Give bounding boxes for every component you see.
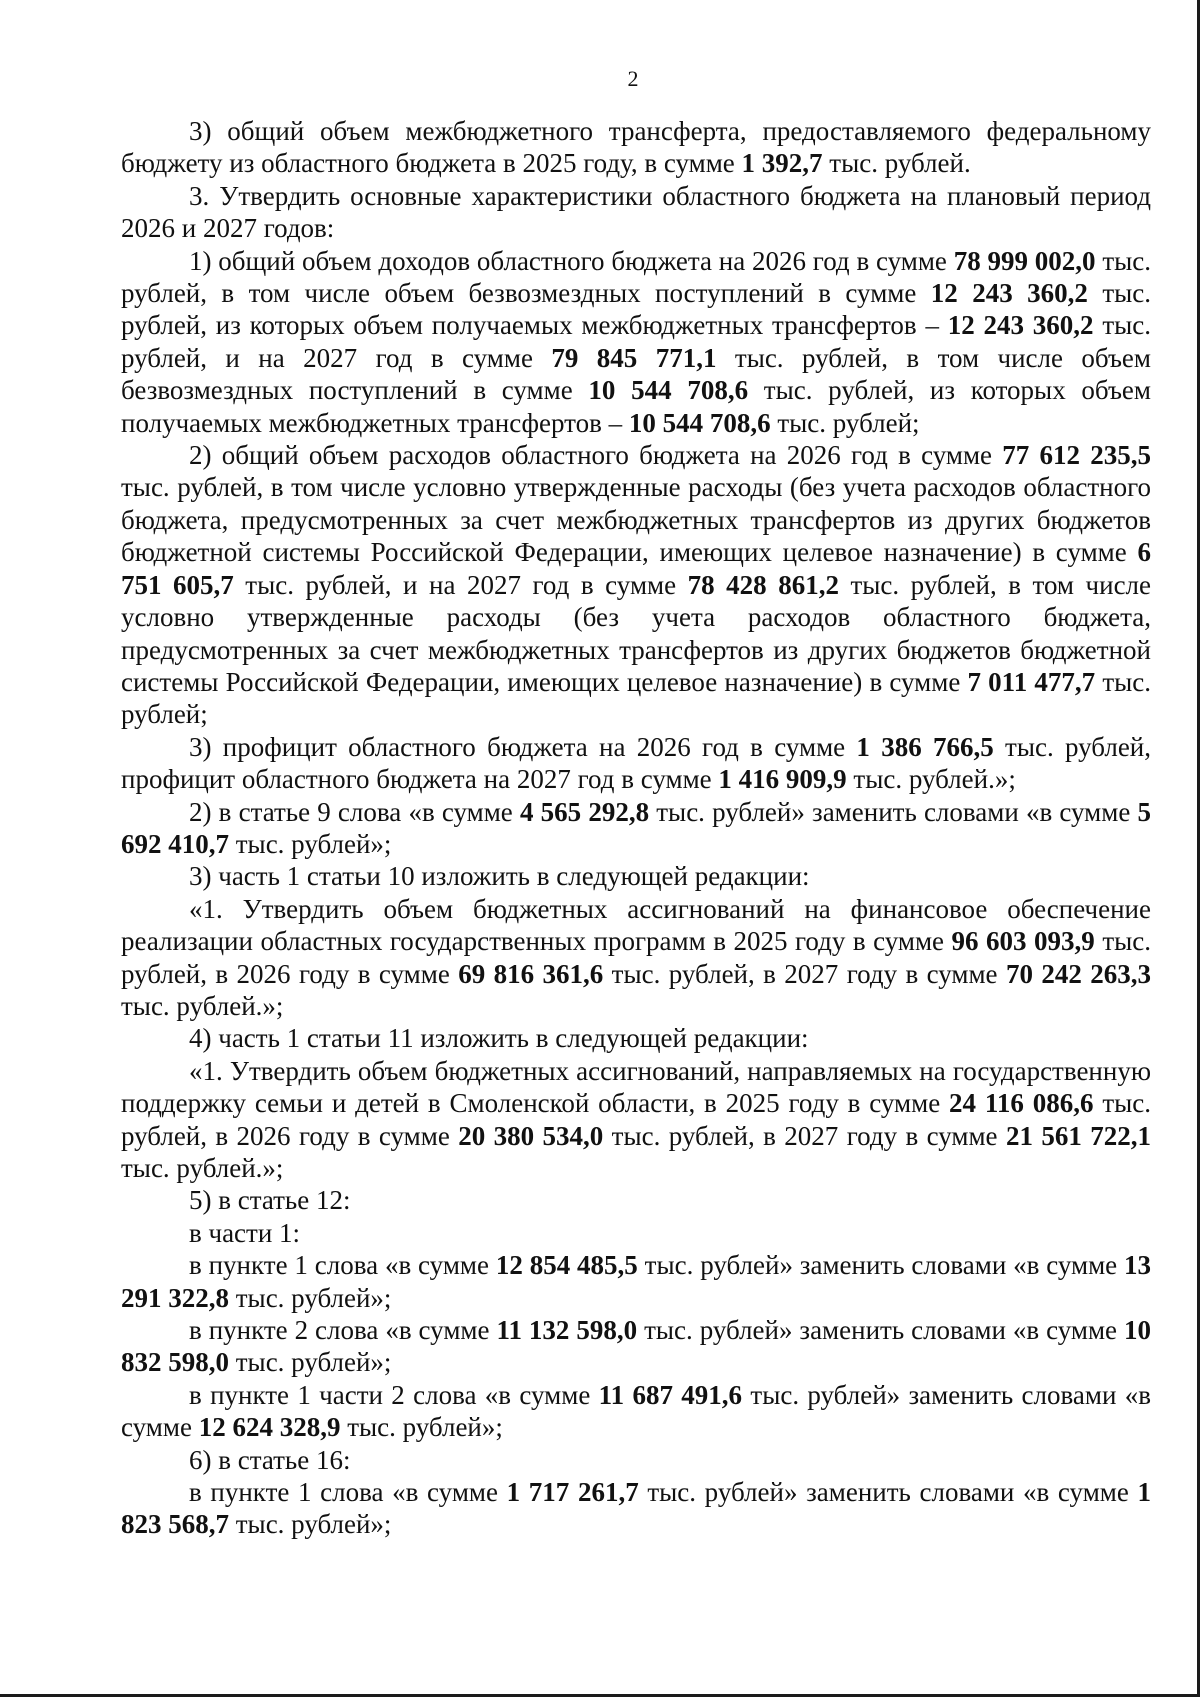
text-segment: тыс. рублей.: [822, 148, 971, 179]
text-segment: тыс. рублей, в 2026 году в сумме: [121, 1088, 1151, 1151]
document-body: [121, 115, 1151, 1541]
amount-value: 11 132 598,0: [496, 1315, 638, 1346]
paragraph: [121, 731, 1151, 796]
paragraph: [121, 1314, 1151, 1379]
amount-value: 10 544 708,6: [588, 375, 749, 406]
amount-value: 79 845 771,1: [551, 342, 717, 373]
text-segment: тыс. рублей, в 2027 году в сумме: [603, 958, 1006, 989]
paragraph: [121, 1444, 1151, 1476]
text-segment: тыс. рублей, из которых объем получаемых межбюджетных трансфертов –: [121, 278, 1151, 341]
text-segment: тыс. рублей, в 2027 году в сумме: [603, 1120, 1006, 1151]
amount-value: 12 243 360,2: [947, 310, 1094, 341]
text-segment: тыс. рублей, в 2026 году в сумме: [121, 926, 1151, 989]
amount-value: 21 561 722,1: [1005, 1120, 1152, 1151]
paragraph: [121, 860, 1151, 892]
text-segment: тыс. рублей.»;: [121, 1153, 284, 1183]
text-segment: в пункте 1 части 2 слова «в сумме: [189, 1379, 599, 1410]
amount-value: 6 751 605,7: [121, 537, 1151, 600]
amount-value: 70 242 263,3: [1005, 958, 1152, 989]
text-segment: тыс. рублей»;: [229, 1347, 392, 1378]
text-segment: тыс. рублей.»;: [121, 990, 284, 1021]
paragraph: [121, 245, 1151, 439]
text-segment: тыс. рублей, в том числе объем безвозмездных поступлений в сумме: [121, 342, 1152, 406]
amount-value: 5 692 410,7: [121, 796, 1152, 859]
text-segment: тыс. рублей.»;: [846, 764, 1016, 795]
text-segment: 4) часть 1 статьи 11 изложить в следующей редакции:: [189, 1023, 809, 1054]
amount-value: 1 416 909,9: [718, 764, 847, 795]
amount-value: 69 816 361,6: [458, 958, 604, 989]
text-segment: 2) в статье 9 слова «в сумме: [189, 796, 520, 827]
paragraph: [121, 439, 1151, 731]
page-number: 2: [627, 66, 639, 91]
paragraph: [121, 1022, 1151, 1054]
paragraph: [121, 115, 1151, 180]
text-segment: тыс. рублей» заменить словами «в сумме: [121, 1379, 1151, 1443]
text-segment: 3) часть 1 статьи 10 изложить в следующей редакции:: [189, 861, 810, 892]
amount-value: 20 380 534,0: [458, 1120, 604, 1151]
text-segment: «1. Утвердить объем бюджетных ассигнований, направляемых на государственную поддержку семьи и детей в Смоленской области, в 2025 году в сумме: [121, 1055, 1151, 1119]
text-segment: тыс. рублей»;: [229, 828, 392, 859]
paragraph: [121, 1476, 1151, 1541]
amount-value: 11 687 491,6: [598, 1379, 743, 1410]
text-segment: тыс. рублей;: [770, 407, 920, 438]
text-segment: тыс. рублей»;: [229, 1509, 392, 1540]
text-segment: тыс. рублей;: [121, 666, 1151, 730]
amount-value: 1 392,7: [741, 148, 823, 179]
text-segment: тыс. рублей, и на 2027 год в сумме: [121, 310, 1151, 373]
text-segment: тыс. рублей» заменить словами «в сумме: [637, 1315, 1124, 1346]
paragraph: [121, 796, 1151, 861]
paragraph: [121, 1249, 1151, 1314]
text-segment: тыс. рублей» заменить словами «в сумме: [638, 1477, 1138, 1508]
text-segment: в пункте 2 слова «в сумме: [189, 1315, 497, 1346]
amount-value: 12 243 360,2: [930, 278, 1088, 309]
amount-value: 96 603 093,9: [951, 926, 1095, 957]
amount-value: 78 999 002,0: [953, 245, 1096, 276]
text-segment: «1. Утвердить объем бюджетных ассигнований на финансовое обеспечение реализации областных государственных программ в 2025 году в сумме: [121, 893, 1151, 957]
paragraph: [121, 893, 1151, 1023]
amount-value: 4 565 292,8: [519, 796, 650, 827]
text-segment: в пункте 1 слова «в сумме: [189, 1250, 496, 1281]
amount-value: 10 832 598,0: [121, 1315, 1151, 1378]
text-segment: тыс. рублей, в том числе условно утвержденные расходы (без учета расходов областного бюджета, предусмотренных за счет межбюджетных трансфертов из других бюджетов бюджетной системы Российской Федерации, имеющих целевое назначение) в сумме: [121, 472, 1151, 568]
text-segment: 3. Утвердить основные характеристики областного бюджета на плановый период 2026 и 2027 годов:: [121, 180, 1151, 244]
paragraph: [121, 1184, 1151, 1216]
text-segment: тыс. рублей»;: [229, 1282, 392, 1313]
amount-value: 1 386 766,5: [856, 731, 994, 762]
text-segment: тыс. рублей»;: [340, 1412, 503, 1443]
amount-value: 10 544 708,6: [628, 407, 771, 438]
text-segment: 3) профицит областного бюджета на 2026 год в сумме: [189, 731, 857, 762]
paragraph: [121, 1379, 1151, 1444]
amount-value: 1 717 261,7: [506, 1477, 639, 1508]
text-segment: тыс. рублей, и на 2027 год в сумме: [233, 569, 688, 600]
text-segment: тыс. рублей» заменить словами «в сумме: [637, 1250, 1125, 1281]
amount-value: 12 854 485,5: [495, 1250, 638, 1281]
text-segment: в пункте 1 слова «в сумме: [189, 1477, 507, 1508]
paragraph: [121, 1055, 1151, 1185]
text-segment: 3) общий объем межбюджетного трансферта, предоставляемого федеральному бюджету из областного бюджета в 2025 году, в сумме: [121, 116, 1151, 179]
text-segment: тыс. рублей» заменить словами «в сумме: [649, 796, 1138, 827]
amount-value: 12 624 328,9: [198, 1412, 341, 1443]
paragraph: [121, 1217, 1151, 1249]
text-segment: 1) общий объем доходов областного бюджета на 2026 год в сумме: [189, 245, 954, 276]
amount-value: 13 291 322,8: [121, 1250, 1152, 1313]
text-segment: 6) в статье 16:: [189, 1444, 351, 1475]
text-segment: тыс. рублей, в том числе объем безвозмездных поступлений в сумме: [121, 245, 1151, 309]
paragraph: [121, 180, 1151, 245]
text-segment: 2) общий объем расходов областного бюджета на 2026 год в сумме: [189, 440, 1003, 471]
amount-value: 78 428 861,2: [687, 569, 839, 600]
text-segment: тыс. рублей, из которых объем получаемых межбюджетных трансфертов –: [121, 375, 1151, 438]
amount-value: 1 823 568,7: [121, 1477, 1151, 1540]
amount-value: 24 116 086,6: [949, 1088, 1094, 1119]
amount-value: 7 011 477,7: [967, 666, 1096, 697]
amount-value: 77 612 235,5: [1002, 440, 1151, 471]
text-segment: в части 1:: [189, 1217, 301, 1248]
text-segment: тыс. рублей, в том числе условно утвержденные расходы (без учета расходов областного бюджета, предусмотренных за счет межбюджетных трансфертов из других бюджетов бюджетной системы Российской Федерации, имеющих целевое назначение) в сумме: [121, 569, 1152, 697]
text-segment: тыс. рублей, профицит областного бюджета на 2027 год в сумме: [121, 731, 1151, 795]
text-segment: 5) в статье 12:: [189, 1185, 351, 1216]
